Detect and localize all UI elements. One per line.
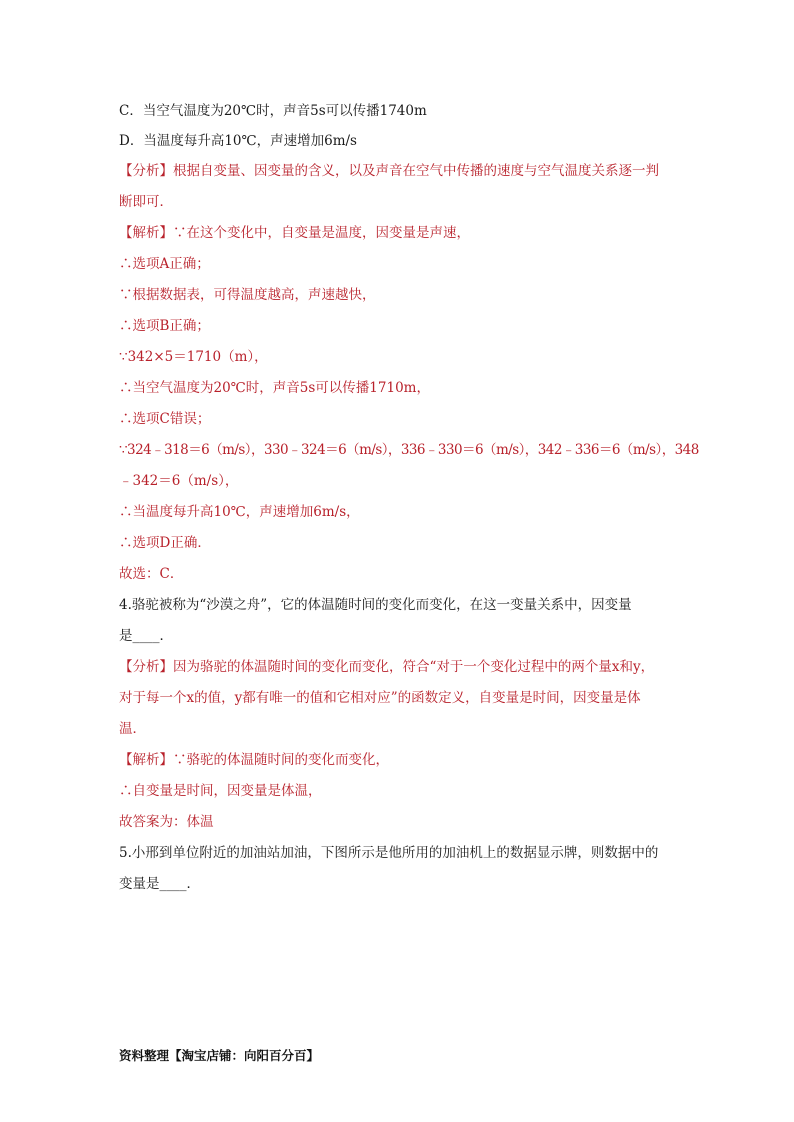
analysis-line-2: 断即可． bbox=[119, 194, 173, 210]
q4-solution-line-2: ∴自变量是时间，因变量是体温， bbox=[119, 783, 322, 799]
solution-line-8: ∵324﹣318＝6（m/s），330﹣324＝6（m/s），336﹣330＝6（m/s），342﹣336＝6（m/s），348 bbox=[119, 442, 699, 458]
solution-line-12: 故选：C． bbox=[119, 566, 184, 582]
solution-line-6: ∴当空气温度为20℃时，声音5s可以传播1710m， bbox=[119, 380, 430, 396]
solution-line-7: ∴选项C错误； bbox=[119, 411, 211, 427]
solution-line-2: ∴选项A正确； bbox=[119, 256, 210, 272]
question-5-line-1: 5.小邢到单位附近的加油站加油，下图所示是他所用的加油机上的数据显示牌，则数据中的 bbox=[119, 845, 659, 861]
option-d-line: D．当温度每升高10℃，声速增加6m/s bbox=[119, 133, 357, 149]
q4-analysis-line-2: 对于每一个x的值，y都有唯一的值和它相对应”的函数定义，自变量是时间，因变量是体 bbox=[119, 690, 641, 706]
question-5-line-2: 变量是____． bbox=[119, 876, 200, 892]
question-4-line-2: 是____． bbox=[119, 628, 173, 644]
footer-source: 资料整理【淘宝店铺：向阳百分百】 bbox=[119, 1048, 320, 1063]
solution-line-1: 【解析】∵在这个变化中，自变量是温度，因变量是声速， bbox=[119, 225, 470, 241]
q4-answer-line: 故答案为：体温 bbox=[119, 814, 214, 830]
solution-line-11: ∴选项D正确． bbox=[119, 535, 211, 551]
solution-line-4: ∴选项B正确； bbox=[119, 318, 210, 334]
question-4-line-1: 4.骆驼被称为“沙漠之舟”，它的体温随时间的变化而变化，在这一变量关系中，因变量 bbox=[119, 597, 632, 613]
q4-analysis-line-3: 温． bbox=[119, 721, 146, 737]
analysis-line-1: 【分析】根据自变量、因变量的含义，以及声音在空气中传播的速度与空气温度关系逐一判 bbox=[119, 163, 659, 179]
solution-line-10: ∴当温度每升高10℃，声速增加6m/s， bbox=[119, 504, 360, 520]
q4-solution-line-1: 【解析】∵骆驼的体温随时间的变化而变化， bbox=[119, 752, 389, 768]
solution-line-5: ∵342×5＝1710（m）， bbox=[119, 349, 268, 365]
solution-line-3: ∵根据数据表，可得温度越高，声速越快， bbox=[119, 287, 376, 303]
q4-analysis-line-1: 【分析】因为骆驼的体温随时间的变化而变化，符合“对于一个变化过程中的两个量x和y， bbox=[119, 659, 655, 675]
option-c-line: C．当空气温度为20℃时，声音5s可以传播1740m bbox=[119, 103, 427, 119]
solution-line-9: ﹣342＝6（m/s）， bbox=[119, 473, 239, 489]
